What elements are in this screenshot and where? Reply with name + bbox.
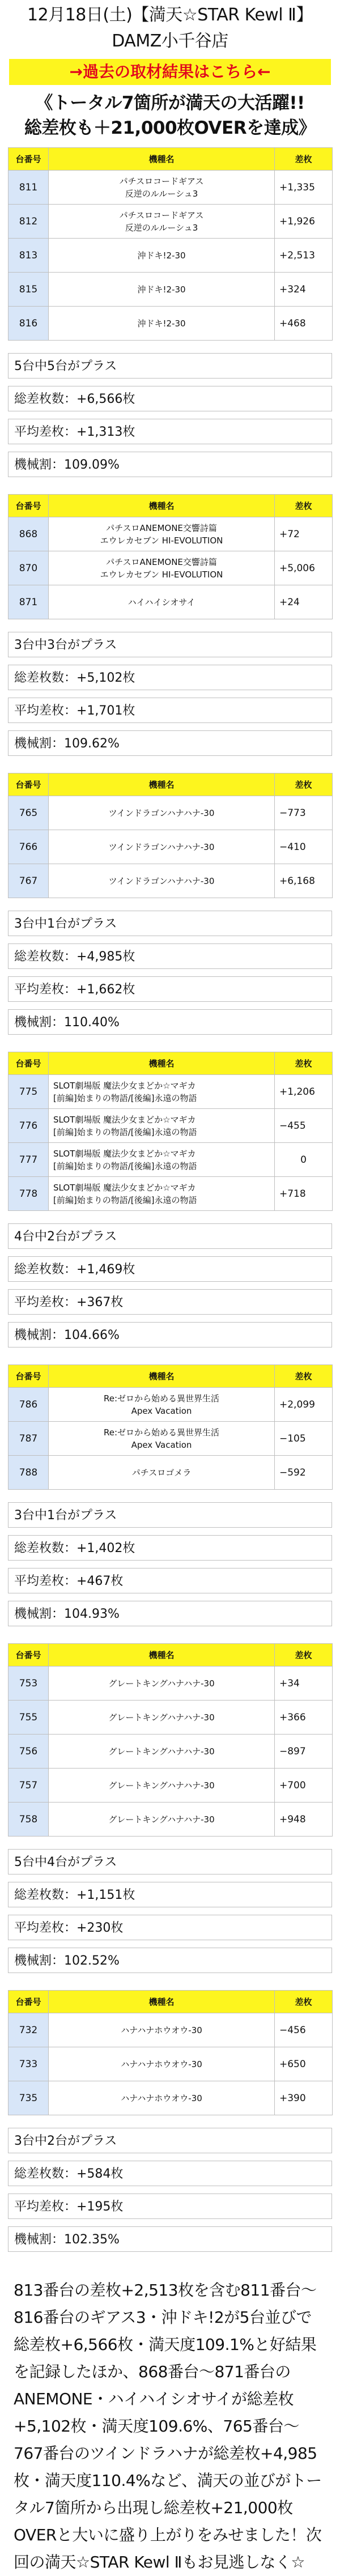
unit-number: 786 xyxy=(8,1388,49,1422)
coin-difference: −455 xyxy=(275,1109,333,1143)
machine-name xyxy=(49,1769,275,1803)
payout-rate-stat: 機械割：104.66% xyxy=(8,1322,332,1347)
results-table xyxy=(8,1052,333,1211)
table-row xyxy=(8,1735,333,1769)
coin-difference: +72 xyxy=(275,517,333,551)
table-row xyxy=(8,273,333,307)
column-header-diff: 差枚 xyxy=(275,1365,333,1388)
coin-difference: −592 xyxy=(275,1456,333,1490)
result-section xyxy=(8,1052,332,1347)
plus-count-stat: 3台中1台がプラス xyxy=(8,1502,332,1528)
section-stats xyxy=(8,632,332,756)
table-row xyxy=(8,585,333,619)
table-row xyxy=(8,1109,333,1143)
column-header-machine: 機種名 xyxy=(49,148,275,171)
coin-difference: −105 xyxy=(275,1422,333,1456)
average-diff-stat: 平均差枚：+230枚 xyxy=(8,1915,332,1940)
total-diff-stat: 総差枚数：+1,151枚 xyxy=(8,1882,332,1907)
machine-name-line: [前編]始まりの物語/[後編]永遠の物語 xyxy=(53,1195,197,1205)
total-diff-stat: 総差枚数：+1,402枚 xyxy=(8,1535,332,1561)
unit-number: 816 xyxy=(8,307,49,341)
machine-name xyxy=(49,1109,275,1143)
column-header-machine: 機種名 xyxy=(49,773,275,796)
machine-name xyxy=(49,239,275,273)
column-header-diff: 差枚 xyxy=(275,1644,333,1667)
unit-number: 775 xyxy=(8,1075,49,1109)
machine-name-line: Apex Vacation xyxy=(131,1439,192,1450)
table-row xyxy=(8,864,333,898)
table-row xyxy=(8,1422,333,1456)
machine-name xyxy=(49,1667,275,1701)
machine-name-line: パチスロコードギアス xyxy=(119,176,204,186)
unit-number: 788 xyxy=(8,1456,49,1490)
coin-difference: +324 xyxy=(275,273,333,307)
machine-name-line: [前編]始まりの物語/[後編]永遠の物語 xyxy=(53,1127,197,1137)
machine-name-line: グレートキングハナハナ-30 xyxy=(108,1746,215,1757)
machine-name xyxy=(49,2081,275,2115)
column-header-machine: 機種名 xyxy=(49,495,275,517)
unit-number: 753 xyxy=(8,1667,49,1701)
machine-name xyxy=(49,205,275,239)
table-row xyxy=(8,2047,333,2081)
machine-name xyxy=(49,1388,275,1422)
unit-number: 813 xyxy=(8,239,49,273)
column-header-machine: 機種名 xyxy=(49,1644,275,1667)
table-row xyxy=(8,1667,333,1701)
section-stats xyxy=(8,911,332,1035)
coin-difference: −897 xyxy=(275,1735,333,1769)
machine-name-line: Re:ゼロから始める異世界生活 xyxy=(103,1427,220,1438)
results-sections xyxy=(0,147,340,2252)
coin-difference: +700 xyxy=(275,1769,333,1803)
past-results-link[interactable]: →過去の取材結果はこちら← xyxy=(9,59,331,85)
table-row xyxy=(8,1456,333,1490)
machine-name-line: グレートキングハナハナ-30 xyxy=(108,1712,215,1723)
column-header-diff: 差枚 xyxy=(275,773,333,796)
machine-name xyxy=(49,2013,275,2047)
machine-name-line: Re:ゼロから始める異世界生活 xyxy=(103,1393,220,1404)
result-section xyxy=(8,1990,332,2252)
table-row xyxy=(8,307,333,341)
unit-number: 733 xyxy=(8,2047,49,2081)
machine-name-line: グレートキングハナハナ-30 xyxy=(108,1678,215,1689)
machine-name xyxy=(49,1143,275,1177)
machine-name xyxy=(49,1735,275,1769)
column-header-unit: 台番号 xyxy=(8,1052,49,1075)
average-diff-stat: 平均差枚：+1,313枚 xyxy=(8,419,332,444)
total-diff-stat: 総差枚数：+4,985枚 xyxy=(8,943,332,969)
machine-name-line: ツインドラゴンハナハナ-30 xyxy=(108,875,215,886)
machine-name-line: ツインドラゴンハナハナ-30 xyxy=(108,841,215,852)
machine-name xyxy=(49,307,275,341)
payout-rate-stat: 機械割：109.09% xyxy=(8,452,332,477)
unit-number: 811 xyxy=(8,171,49,205)
machine-name-line: エウレカセブン HI-EVOLUTION xyxy=(100,569,223,580)
coin-difference: +1,926 xyxy=(275,205,333,239)
machine-name-line: [前編]始まりの物語/[後編]永遠の物語 xyxy=(53,1161,197,1171)
coin-difference: +2,099 xyxy=(275,1388,333,1422)
unit-number: 871 xyxy=(8,585,49,619)
average-diff-stat: 平均差枚：+1,701枚 xyxy=(8,698,332,723)
machine-name-line: 沖ドキ!2-30 xyxy=(137,284,186,295)
unit-number: 868 xyxy=(8,517,49,551)
average-diff-stat: 平均差枚：+367枚 xyxy=(8,1289,332,1315)
payout-rate-stat: 機械割：102.52% xyxy=(8,1948,332,1973)
unit-number: 765 xyxy=(8,796,49,830)
column-header-diff: 差枚 xyxy=(275,1991,333,2013)
table-header-row xyxy=(8,1365,333,1388)
machine-name-line: SLOT劇場版 魔法少女まどか☆マギカ xyxy=(53,1148,196,1159)
unit-number: 787 xyxy=(8,1422,49,1456)
machine-name-line: エウレカセブン HI-EVOLUTION xyxy=(100,535,223,546)
unit-number: 870 xyxy=(8,551,49,585)
payout-rate-stat: 機械割：110.40% xyxy=(8,1009,332,1035)
table-header-row xyxy=(8,495,333,517)
column-header-diff: 差枚 xyxy=(275,148,333,171)
plus-count-stat: 3台中2台がプラス xyxy=(8,2128,332,2153)
machine-name-line: SLOT劇場版 魔法少女まどか☆マギカ xyxy=(53,1114,196,1125)
machine-name xyxy=(49,2047,275,2081)
total-diff-stat: 総差枚数：+6,566枚 xyxy=(8,386,332,411)
column-header-unit: 台番号 xyxy=(8,495,49,517)
coin-difference: +5,006 xyxy=(275,551,333,585)
table-row xyxy=(8,1701,333,1735)
machine-name-line: グレートキングハナハナ-30 xyxy=(108,1814,215,1825)
result-section xyxy=(8,773,332,1035)
table-header-row xyxy=(8,773,333,796)
machine-name xyxy=(49,585,275,619)
table-header-row xyxy=(8,148,333,171)
machine-name xyxy=(49,1701,275,1735)
machine-name-line: ハナハナホウオウ-30 xyxy=(121,2059,202,2069)
coin-difference: +1,206 xyxy=(275,1075,333,1109)
coin-difference: +468 xyxy=(275,307,333,341)
table-row xyxy=(8,1143,333,1177)
average-diff-stat: 平均差枚：+467枚 xyxy=(8,1568,332,1593)
coin-difference: +24 xyxy=(275,585,333,619)
machine-name-line: [前編]始まりの物語/[後編]永遠の物語 xyxy=(53,1093,197,1103)
coin-difference: −410 xyxy=(275,830,333,864)
plus-count-stat: 3台中3台がプラス xyxy=(8,632,332,657)
table-row xyxy=(8,830,333,864)
machine-name xyxy=(49,171,275,205)
summary-text: 813番台の差枚+2,513枚を含む811番台〜816番台のギアス3・沖ドキ!2が5台並びで総差枚+6,566枚・満天度109.1%と好結果を記録したほか、868番台〜871番台のANEMONE・ハイハイシオサイが総差枚+5,102枚・満天度109.6%、765番台〜767番台のツインドラハナが総差枚+4,985枚・満天度110.4%など、満天の並びがトータル7箇所から出現し総差枚+21,000枚OVERと大いに盛り上がりをみせました！次回の満天☆STAR Kewl Ⅱもお見逃しなく☆ xyxy=(14,2281,322,2571)
machine-name-line: SLOT劇場版 魔法少女まどか☆マギカ xyxy=(53,1080,196,1091)
payout-rate-stat: 機械割：109.62% xyxy=(8,730,332,756)
machine-name-line: ハイハイシオサイ xyxy=(128,597,196,607)
table-header-row xyxy=(8,1052,333,1075)
coin-difference: +6,168 xyxy=(275,864,333,898)
machine-name-line: Apex Vacation xyxy=(131,1405,192,1416)
unit-number: 778 xyxy=(8,1177,49,1211)
machine-name-line: パチスロANEMONE交響詩篇 xyxy=(106,556,217,567)
column-header-unit: 台番号 xyxy=(8,148,49,171)
payout-rate-stat: 機械割：104.93% xyxy=(8,1601,332,1626)
plus-count-stat: 5台中5台がプラス xyxy=(8,353,332,379)
coin-difference: +390 xyxy=(275,2081,333,2115)
unit-number: 776 xyxy=(8,1109,49,1143)
column-header-machine: 機種名 xyxy=(49,1991,275,2013)
section-stats xyxy=(8,2128,332,2252)
section-stats xyxy=(8,1849,332,1973)
column-header-unit: 台番号 xyxy=(8,1991,49,2013)
result-section xyxy=(8,1364,332,1626)
unit-number: 815 xyxy=(8,273,49,307)
plus-count-stat: 5台中4台がプラス xyxy=(8,1849,332,1874)
column-header-diff: 差枚 xyxy=(275,1052,333,1075)
unit-number: 777 xyxy=(8,1143,49,1177)
unit-number: 755 xyxy=(8,1701,49,1735)
average-diff-stat: 平均差枚：+195枚 xyxy=(8,2194,332,2219)
machine-name xyxy=(49,1075,275,1109)
machine-name xyxy=(49,864,275,898)
table-header-row xyxy=(8,1991,333,2013)
table-row xyxy=(8,551,333,585)
unit-number: 766 xyxy=(8,830,49,864)
machine-name xyxy=(49,273,275,307)
coin-difference: +650 xyxy=(275,2047,333,2081)
result-section xyxy=(8,494,332,756)
coin-difference: +948 xyxy=(275,1803,333,1837)
table-row xyxy=(8,171,333,205)
table-row xyxy=(8,517,333,551)
machine-name-line: 反逆のルルーシュ3 xyxy=(125,222,198,233)
section-stats xyxy=(8,353,332,477)
total-diff-stat: 総差枚数：+5,102枚 xyxy=(8,665,332,690)
table-row xyxy=(8,1803,333,1837)
column-header-unit: 台番号 xyxy=(8,1365,49,1388)
average-diff-stat: 平均差枚：+1,662枚 xyxy=(8,976,332,1002)
page-title-store: DAMZ小千谷店 xyxy=(112,31,228,51)
machine-name-line: ハナハナホウオウ-30 xyxy=(121,2025,202,2035)
machine-name xyxy=(49,1422,275,1456)
machine-name-line: パチスロゴメラ xyxy=(131,1467,192,1478)
column-header-machine: 機種名 xyxy=(49,1365,275,1388)
section-stats xyxy=(8,1223,332,1347)
coin-difference: +366 xyxy=(275,1701,333,1735)
machine-name-line: ツインドラゴンハナハナ-30 xyxy=(108,807,215,818)
plus-count-stat: 3台中1台がプラス xyxy=(8,911,332,936)
result-section xyxy=(8,1643,332,1973)
machine-name xyxy=(49,1803,275,1837)
unit-number: 758 xyxy=(8,1803,49,1837)
section-stats xyxy=(8,1502,332,1626)
table-row xyxy=(8,2081,333,2115)
table-row xyxy=(8,796,333,830)
results-table xyxy=(8,1364,333,1490)
headline-line-1: 《トータル7箇所が満天の大活躍!! xyxy=(35,93,305,113)
total-diff-stat: 総差枚数：+584枚 xyxy=(8,2161,332,2186)
machine-name-line: 沖ドキ!2-30 xyxy=(137,250,186,261)
table-row xyxy=(8,205,333,239)
column-header-machine: 機種名 xyxy=(49,1052,275,1075)
coin-difference: +2,513 xyxy=(275,239,333,273)
results-table xyxy=(8,773,333,898)
table-row xyxy=(8,1177,333,1211)
machine-name-line: ハナハナホウオウ-30 xyxy=(121,2093,202,2103)
machine-name-line: パチスロANEMONE交響詩篇 xyxy=(106,522,217,533)
unit-number: 735 xyxy=(8,2081,49,2115)
results-table xyxy=(8,1643,333,1837)
unit-number: 812 xyxy=(8,205,49,239)
machine-name xyxy=(49,830,275,864)
page-title-date-event: 12月18日(土)【満天☆STAR Kewl Ⅱ】 xyxy=(27,5,313,25)
machine-name xyxy=(49,517,275,551)
machine-name xyxy=(49,1177,275,1211)
table-row xyxy=(8,239,333,273)
result-section xyxy=(8,147,332,477)
table-row xyxy=(8,1769,333,1803)
coin-difference: −773 xyxy=(275,796,333,830)
machine-name xyxy=(49,551,275,585)
results-table xyxy=(8,494,333,619)
results-table xyxy=(8,1990,333,2115)
column-header-unit: 台番号 xyxy=(8,1644,49,1667)
unit-number: 756 xyxy=(8,1735,49,1769)
headline-line-2: 総差枚も＋21,000枚OVERを達成》 xyxy=(24,118,316,138)
unit-number: 757 xyxy=(8,1769,49,1803)
machine-name xyxy=(49,1456,275,1490)
machine-name-line: 沖ドキ!2-30 xyxy=(137,318,186,329)
coin-difference: −456 xyxy=(275,2013,333,2047)
coin-difference: +718 xyxy=(275,1177,333,1211)
results-table xyxy=(8,147,333,341)
plus-count-stat: 4台中2台がプラス xyxy=(8,1223,332,1249)
machine-name-line: グレートキングハナハナ-30 xyxy=(108,1780,215,1791)
machine-name xyxy=(49,796,275,830)
machine-name-line: 反逆のルルーシュ3 xyxy=(125,188,198,199)
unit-number: 732 xyxy=(8,2013,49,2047)
coin-difference: 0 xyxy=(275,1143,333,1177)
table-header-row xyxy=(8,1644,333,1667)
machine-name-line: SLOT劇場版 魔法少女まどか☆マギカ xyxy=(53,1182,196,1193)
column-header-unit: 台番号 xyxy=(8,773,49,796)
table-row xyxy=(8,1388,333,1422)
payout-rate-stat: 機械割：102.35% xyxy=(8,2226,332,2252)
column-header-diff: 差枚 xyxy=(275,495,333,517)
unit-number: 767 xyxy=(8,864,49,898)
table-row xyxy=(8,1075,333,1109)
coin-difference: +34 xyxy=(275,1667,333,1701)
total-diff-stat: 総差枚数：+1,469枚 xyxy=(8,1256,332,1282)
coin-difference: +1,335 xyxy=(275,171,333,205)
machine-name-line: パチスロコードギアス xyxy=(119,210,204,220)
table-row xyxy=(8,2013,333,2047)
